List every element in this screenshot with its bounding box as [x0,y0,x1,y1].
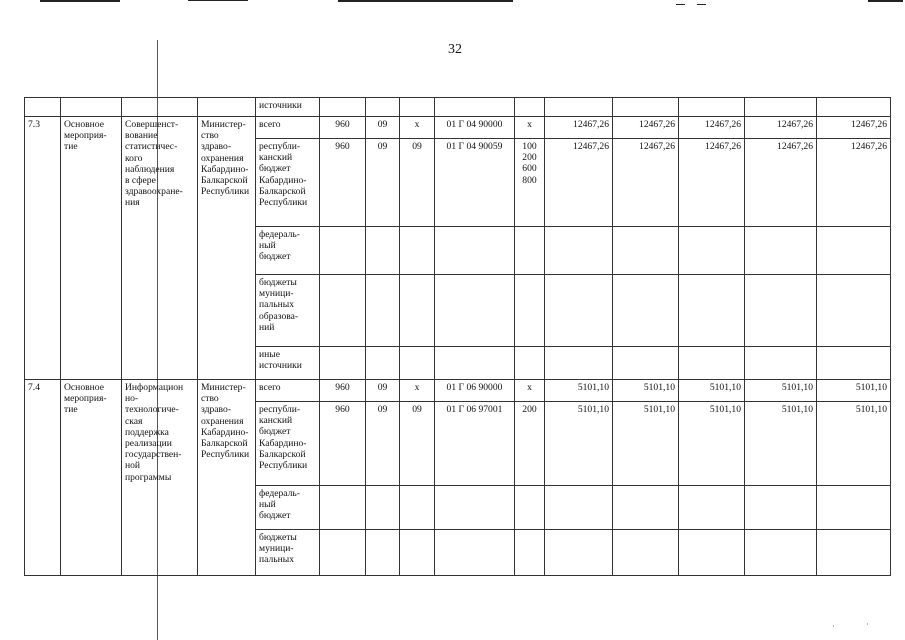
rz-cell: 09 [366,402,400,486]
scan-mark [188,0,248,1]
rz-cell: 09 [366,117,400,139]
source-cell: федераль- ный бюджет [256,227,320,275]
table-cell [679,347,745,380]
value-cell: 5101,10 [679,380,745,402]
source-cell: всего [256,380,320,402]
table-cell [679,486,745,530]
scan-mark [697,4,706,5]
pr-cell: 09 [400,402,435,486]
table-cell [320,530,366,576]
table-cell [679,227,745,275]
table-cell [435,347,515,380]
item-number: 7.4 [25,380,61,576]
table-cell [545,275,613,347]
table-cell [320,347,366,380]
table-cell [320,98,366,117]
table-cell [25,98,61,117]
item-executor: Министер- ство здраво- охранения Кабардино- Балкарской Республики [198,380,256,576]
table-cell [613,486,679,530]
table-cell [515,98,545,117]
source-cell: бюджеты муници- пальных образова- ний [256,275,320,347]
grbs-cell: 960 [320,117,366,139]
table-cell [366,275,400,347]
table-cell [679,530,745,576]
item-status: Основное мероприя- тие [61,117,122,380]
value-cell: 12467,26 [817,139,891,227]
csr-cell: 01 Г 04 90059 [435,139,515,227]
table-cell [122,98,198,117]
value-cell: 12467,26 [679,139,745,227]
value-cell: 5101,10 [817,402,891,486]
item-executor: Министер- ство здраво- охранения Кабардино- Балкарской Республики [198,117,256,380]
table-cell [515,486,545,530]
table-cell [400,98,435,117]
table-cell [400,530,435,576]
value-cell: 5101,10 [745,402,817,486]
table-cell [817,486,891,530]
pr-cell: x [400,380,435,402]
vr-cell: x [515,380,545,402]
table-cell [435,275,515,347]
vr-cell: 200 [515,402,545,486]
value-cell: 5101,10 [817,380,891,402]
value-cell: 5101,10 [545,402,613,486]
table-row [25,380,891,402]
grbs-cell: 960 [320,139,366,227]
table-cell [435,486,515,530]
table-cell [613,227,679,275]
table-header-row [25,98,891,117]
scan-mark [676,4,685,5]
scan-speck: · [866,620,869,629]
rz-cell: 09 [366,380,400,402]
table-cell [435,227,515,275]
table-cell [435,98,515,117]
table-cell [366,530,400,576]
value-cell: 12467,26 [817,117,891,139]
table-cell [366,98,400,117]
table-cell [545,98,613,117]
value-cell: 12467,26 [745,117,817,139]
table-cell [515,275,545,347]
table-cell [320,227,366,275]
table-cell [817,347,891,380]
page-number: 32 [448,42,462,57]
value-cell: 5101,10 [613,402,679,486]
table-cell [613,530,679,576]
source-cell: республи- канский бюджет Кабардино- Балкарской Республики [256,139,320,227]
table-cell [320,486,366,530]
table-cell [745,275,817,347]
table-cell [515,530,545,576]
csr-cell: 01 Г 04 90000 [435,117,515,139]
value-cell: 12467,26 [545,117,613,139]
value-cell: 5101,10 [679,402,745,486]
table-cell [745,98,817,117]
source-cell: федераль- ный бюджет [256,486,320,530]
pr-cell: x [400,117,435,139]
source-cell: республи- канский бюджет Кабардино- Балкарской Республики [256,402,320,486]
table-cell [745,530,817,576]
table-cell [817,275,891,347]
table-cell [613,275,679,347]
source-cell: бюджеты муници- пальных [256,530,320,576]
grbs-cell: 960 [320,402,366,486]
value-cell: 5101,10 [745,380,817,402]
rz-cell: 09 [366,139,400,227]
table-cell [745,227,817,275]
table-cell [545,486,613,530]
scan-mark [40,0,120,2]
value-cell: 12467,26 [679,117,745,139]
item-name: Совершенст- вование статистичес- кого наблюдения в сфере здравоохране- ния [122,117,198,380]
table-cell [366,227,400,275]
table-cell [545,347,613,380]
source-cell: иные источники [256,347,320,380]
table-cell [679,275,745,347]
table-cell [435,530,515,576]
scan-mark [868,0,903,2]
csr-cell: 01 Г 06 90000 [435,380,515,402]
value-cell: 5101,10 [613,380,679,402]
table-cell [679,98,745,117]
value-cell: 12467,26 [745,139,817,227]
table-cell [400,227,435,275]
table-cell [745,347,817,380]
value-cell: 12467,26 [613,117,679,139]
table-cell [515,227,545,275]
scan-speck: · [832,622,835,631]
budget-table [24,97,891,576]
item-number: 7.3 [25,117,61,380]
source-cell: источники [256,98,320,117]
table-cell [400,486,435,530]
table-cell [817,98,891,117]
value-cell: 12467,26 [545,139,613,227]
table-cell [745,486,817,530]
table-cell [515,347,545,380]
pr-cell: 09 [400,139,435,227]
table-cell [545,227,613,275]
table-cell [366,486,400,530]
source-cell: всего [256,117,320,139]
scan-mark [338,0,513,2]
table-cell [613,98,679,117]
value-cell: 5101,10 [545,380,613,402]
table-cell [320,275,366,347]
table-cell [198,98,256,117]
table-cell [613,347,679,380]
table-cell [400,275,435,347]
item-name: Информацион но- технологиче- ская поддержка реализации государствен- ной программы [122,380,198,576]
grbs-cell: 960 [320,380,366,402]
vr-cell: 100 200 600 800 [515,139,545,227]
value-cell: 12467,26 [613,139,679,227]
table-cell [817,227,891,275]
table-cell [545,530,613,576]
table-cell [366,347,400,380]
vr-cell: x [515,117,545,139]
csr-cell: 01 Г 06 97001 [435,402,515,486]
item-status: Основное мероприя- тие [61,380,122,576]
table-cell [817,530,891,576]
table-cell [400,347,435,380]
table-row [25,117,891,139]
table-cell [61,98,122,117]
